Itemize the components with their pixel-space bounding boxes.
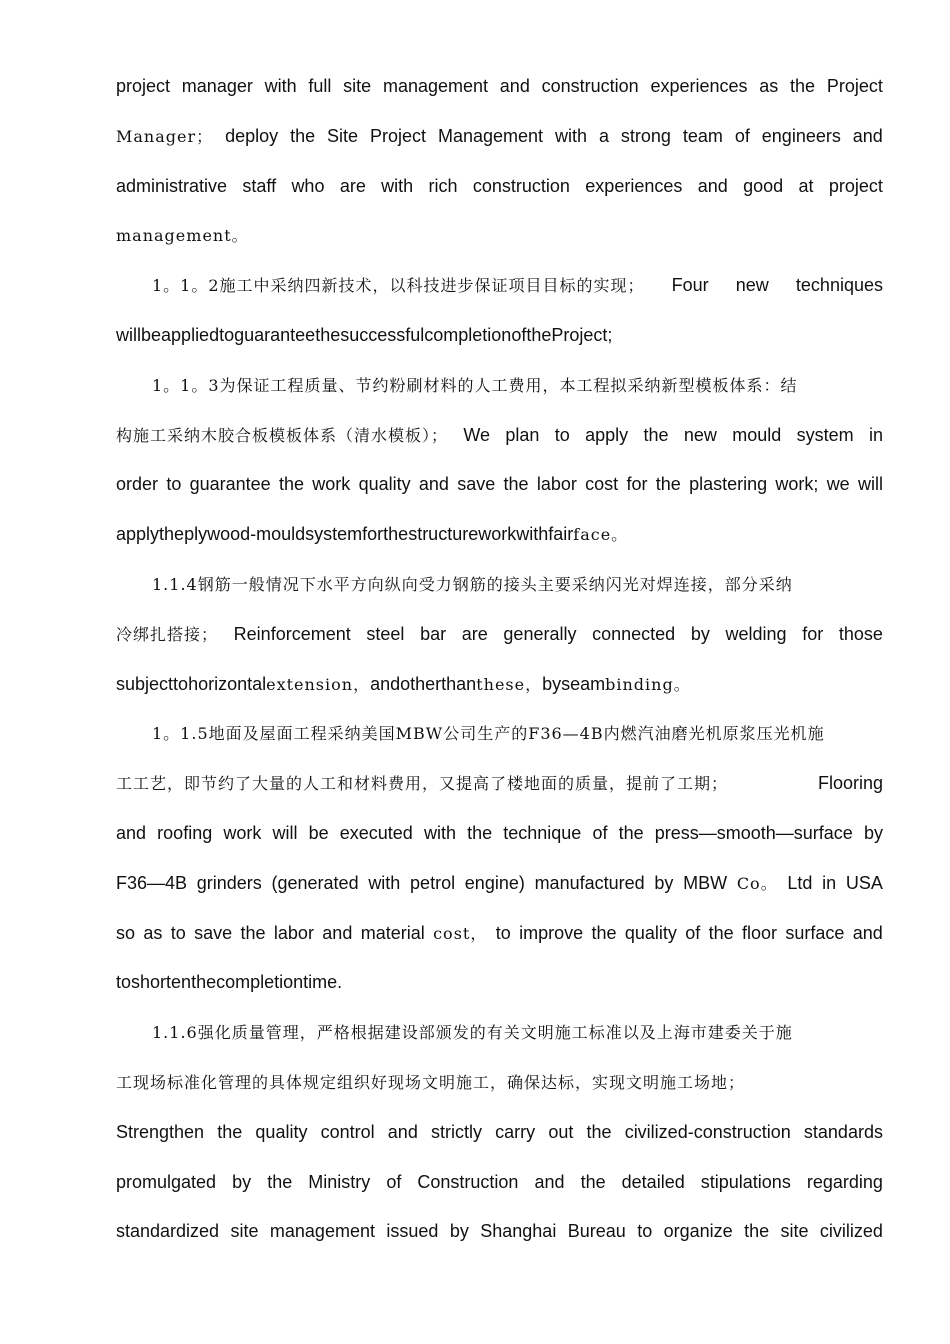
text-line <box>116 1158 883 1208</box>
word: connected <box>592 623 676 644</box>
text-line <box>116 411 883 461</box>
word: strictly <box>431 1121 482 1142</box>
word: floor <box>742 922 778 943</box>
word: who <box>291 175 325 196</box>
word: work <box>312 474 351 495</box>
word: rich <box>428 175 458 196</box>
word: shorten <box>131 972 192 993</box>
word: site <box>780 1221 809 1242</box>
word: the <box>191 972 217 993</box>
word: plywood-mould <box>184 524 306 545</box>
word: to <box>495 922 511 943</box>
document-page <box>116 62 883 1257</box>
word: than <box>441 673 477 694</box>
word: Manager； <box>116 126 214 146</box>
word: standards <box>803 1121 883 1142</box>
word: We <box>463 424 491 445</box>
word: steel <box>366 623 405 644</box>
word: the <box>217 1121 243 1142</box>
word: for <box>626 474 648 495</box>
text-line <box>116 759 883 809</box>
word: labor <box>536 474 577 495</box>
word: we <box>826 474 850 495</box>
word: detailed <box>621 1171 685 1192</box>
word: 冷绑扎搭接； <box>116 624 219 644</box>
text-line <box>116 660 883 710</box>
word: with <box>368 872 401 893</box>
word: extension， <box>266 674 371 694</box>
word: by <box>542 673 562 694</box>
word: to <box>173 673 189 694</box>
text-line <box>116 311 883 361</box>
word: the <box>643 424 669 445</box>
word: surface <box>785 922 845 943</box>
word: applied <box>161 324 220 345</box>
word: and <box>697 175 728 196</box>
text-line <box>116 958 883 1008</box>
word: save <box>457 474 496 495</box>
word: work; <box>775 474 819 495</box>
word: system <box>796 424 854 445</box>
word: good <box>743 175 784 196</box>
word: the <box>580 1171 606 1192</box>
word: the <box>290 125 316 146</box>
word: organize <box>663 1221 733 1242</box>
word: quality <box>358 474 411 495</box>
word: F36—4B <box>116 872 188 893</box>
word: and <box>499 76 530 96</box>
word: improve <box>519 922 584 943</box>
word: by <box>690 623 710 644</box>
word: by <box>654 872 674 893</box>
word: Reinforcement <box>233 623 351 644</box>
word: technique <box>503 822 582 843</box>
word: Flooring <box>817 773 883 794</box>
paragraph-p-1-1-5 <box>116 709 883 1008</box>
word: mould <box>732 424 782 445</box>
word: work <box>223 822 262 843</box>
word: as <box>759 76 779 96</box>
text-line <box>116 162 883 212</box>
word: the <box>526 324 552 345</box>
word: as <box>143 922 163 943</box>
word: the <box>467 822 493 843</box>
word: petrol <box>410 872 456 893</box>
word: Project; <box>551 324 613 345</box>
word: of <box>511 324 527 345</box>
word: Strengthen <box>116 1121 205 1142</box>
text-line <box>116 261 883 311</box>
word: quality <box>624 922 677 943</box>
word: structure <box>408 524 479 545</box>
word: experiences <box>650 76 748 96</box>
word: and <box>852 922 883 943</box>
word: horizontal <box>188 673 267 694</box>
word: strong <box>620 125 671 146</box>
word: experiences <box>585 175 683 196</box>
word: welding <box>725 623 787 644</box>
word: guarantee <box>234 324 316 345</box>
word: control <box>320 1121 375 1142</box>
word: by <box>863 822 883 843</box>
word: manager <box>181 76 253 96</box>
word: in <box>822 872 837 893</box>
word: by <box>449 1221 469 1242</box>
text-line <box>116 709 883 759</box>
word: manufactured <box>534 872 645 893</box>
word: and <box>852 125 883 146</box>
word: deploy <box>225 125 279 146</box>
word: to <box>554 424 570 445</box>
text-line <box>116 610 883 660</box>
word: cost <box>585 474 619 495</box>
word: with <box>554 125 587 146</box>
word: engine) <box>464 872 525 893</box>
word: 1。1。3为保证工程质量、节约粉刷材料的人工费用，本工程拟采纳新型模板体系：结 <box>152 375 798 395</box>
word: civilized-construction <box>624 1121 791 1142</box>
word: the <box>790 76 816 96</box>
word: civilized <box>819 1221 883 1242</box>
word: Project <box>370 125 427 146</box>
text-line <box>116 1108 883 1158</box>
word: of <box>386 1171 402 1192</box>
word: face。 <box>573 525 629 545</box>
word: Construction <box>417 1171 519 1192</box>
word: and <box>322 922 353 943</box>
word: the <box>586 1121 612 1142</box>
word: fair <box>548 524 574 545</box>
word: 工现场标准化管理的具体规定组织好现场文明施工，确保达标，实现文明施工场地； <box>116 1072 746 1092</box>
word: USA <box>845 872 883 893</box>
word: in <box>868 424 883 445</box>
paragraph-p-1-1-3 <box>116 361 883 560</box>
word: plan <box>505 424 540 445</box>
word: are <box>461 623 488 644</box>
word: team <box>682 125 723 146</box>
word: a <box>598 125 609 146</box>
text-line <box>116 859 883 909</box>
word: the <box>708 922 734 943</box>
word: be <box>308 822 329 843</box>
paragraph-p-1-1-2 <box>116 261 883 361</box>
word: project <box>116 76 171 96</box>
word: the <box>618 822 644 843</box>
word: new <box>683 424 717 445</box>
word: techniques <box>795 275 883 296</box>
word: quality <box>255 1121 308 1142</box>
word: be <box>141 324 162 345</box>
word: order <box>116 474 159 495</box>
word: to <box>170 922 186 943</box>
word: regarding <box>806 1171 883 1192</box>
word: management <box>269 1221 375 1242</box>
word: construction <box>472 175 570 196</box>
word: and <box>387 1121 418 1142</box>
word: with <box>264 76 297 96</box>
paragraph-p-1-1-1-cont <box>116 62 883 261</box>
text-line <box>116 909 883 959</box>
word: project <box>828 175 883 196</box>
word: 工工艺，即节约了大量的人工和材料费用，又提高了楼地面的质量，提前了工期； <box>116 774 729 794</box>
word: Ltd <box>787 872 813 893</box>
word: Bureau <box>567 1221 626 1242</box>
word: to <box>219 324 235 345</box>
word: will <box>272 822 298 843</box>
word: executed <box>339 822 413 843</box>
word: and <box>116 822 147 843</box>
word: time. <box>303 972 343 993</box>
word: the <box>655 474 681 495</box>
word: the <box>240 922 266 943</box>
paragraph-p-1-1-4 <box>116 560 883 709</box>
word: to <box>637 1221 653 1242</box>
word: 构施工采纳木胶合板模板体系（清水模板）； <box>116 425 449 445</box>
word: those <box>838 623 883 644</box>
word: system <box>305 524 363 545</box>
word: and <box>418 474 449 495</box>
word: will <box>857 474 883 495</box>
text-line <box>116 809 883 859</box>
word: the <box>278 474 304 495</box>
word: full <box>308 76 332 96</box>
word: the <box>267 1171 293 1192</box>
word: are <box>339 175 366 196</box>
word: construction <box>541 76 639 96</box>
word: completion <box>424 324 512 345</box>
word: save <box>194 922 233 943</box>
text-line <box>116 1207 883 1257</box>
word: cost， <box>433 923 488 943</box>
word: 1.1.6强化质量管理，严格根据建设部颁发的有关文明施工标准以及上海市建委关于施 <box>152 1023 793 1043</box>
word: engineers <box>761 125 841 146</box>
word: successful <box>340 324 425 345</box>
word: subject <box>116 673 174 694</box>
word: Management <box>437 125 544 146</box>
text-line <box>116 1008 883 1058</box>
word: with <box>516 524 549 545</box>
word: management。 <box>116 226 249 246</box>
word: labor <box>273 922 314 943</box>
word: material <box>360 922 425 943</box>
word: by <box>232 1171 252 1192</box>
word: Shanghai <box>480 1221 557 1242</box>
word: so <box>116 922 136 943</box>
word: other <box>400 673 442 694</box>
word: 1。1.5地面及屋面工程采纳美国MBW公司生产的F36—4B内燃汽油磨光机原浆压光机施 <box>152 724 825 744</box>
word: with <box>423 822 456 843</box>
word: the <box>159 524 185 545</box>
text-line <box>116 211 883 261</box>
word: the <box>315 324 341 345</box>
word: staff <box>242 175 277 196</box>
word: site <box>343 76 372 96</box>
text-line <box>116 361 883 411</box>
text-line <box>116 560 883 610</box>
word: these， <box>476 674 543 694</box>
word: press—smooth—surface <box>654 822 853 843</box>
word: binding。 <box>605 674 691 694</box>
word: carry <box>495 1121 536 1142</box>
text-line <box>116 510 883 560</box>
word: for <box>802 623 824 644</box>
text-line <box>116 62 883 112</box>
word: completion <box>216 972 304 993</box>
word: at <box>798 175 814 196</box>
word: for <box>362 524 384 545</box>
word: the <box>744 1221 770 1242</box>
text-line <box>116 1058 883 1108</box>
word: out <box>548 1121 574 1142</box>
word: promulgated <box>116 1171 217 1192</box>
word: will <box>116 324 141 345</box>
word: Co。 <box>736 873 778 893</box>
word: standardized <box>116 1221 220 1242</box>
word: to <box>116 972 132 993</box>
text-line <box>116 460 883 510</box>
word: of <box>592 822 608 843</box>
word: guarantee <box>189 474 271 495</box>
word: seam <box>561 673 606 694</box>
word: of <box>734 125 750 146</box>
word: Ministry <box>308 1171 371 1192</box>
text-line <box>116 112 883 162</box>
word: with <box>381 175 414 196</box>
word: MBW <box>683 872 728 893</box>
word: 1。1。2施工中采纳四新技术，以科技进步保证项目目标的实现； <box>152 276 645 296</box>
paragraph-p-1-1-6 <box>116 1008 883 1257</box>
word: apply <box>585 424 629 445</box>
word: administrative <box>116 175 228 196</box>
word: of <box>685 922 701 943</box>
word: site <box>230 1221 259 1242</box>
word: the <box>503 474 529 495</box>
word: new <box>735 275 769 296</box>
word: and <box>534 1171 565 1192</box>
word: Project <box>826 76 883 96</box>
word: work <box>478 524 517 545</box>
word: to <box>166 474 182 495</box>
word: and <box>370 673 401 694</box>
word: Site <box>327 125 359 146</box>
word: generally <box>503 623 577 644</box>
word: the <box>591 922 617 943</box>
word: issued <box>386 1221 439 1242</box>
word: 1.1.4钢筋一般情况下水平方向纵向受力钢筋的接头主要采纳闪光对焊连接，部分采纳 <box>152 574 793 594</box>
word: Four <box>671 275 709 296</box>
word: stipulations <box>700 1171 791 1192</box>
word: plastering <box>689 474 768 495</box>
word: roofing <box>157 822 213 843</box>
word: the <box>383 524 409 545</box>
word: grinders <box>196 872 262 893</box>
word: bar <box>420 623 447 644</box>
word: (generated <box>271 872 359 893</box>
word: apply <box>116 524 160 545</box>
word: management <box>382 76 489 96</box>
